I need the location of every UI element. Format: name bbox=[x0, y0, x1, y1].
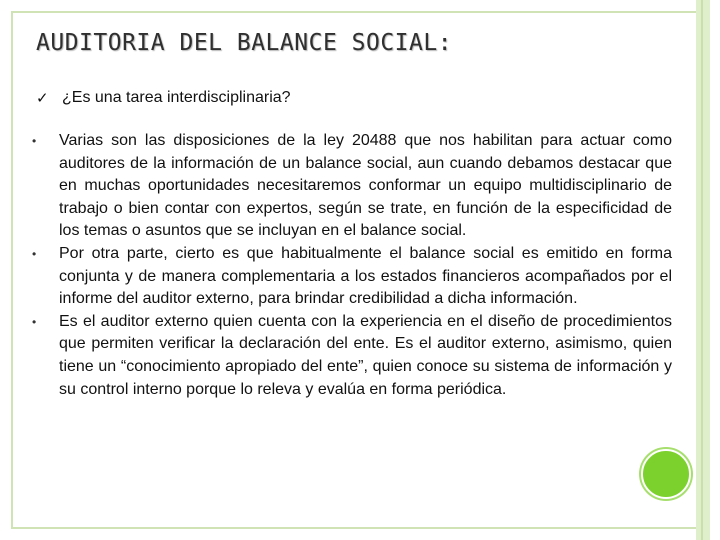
bullet-text: Por otra parte, cierto es que habitualmente el balance social es emitido en forma conjunta y de manera complementaria a los estados financieros acompañados por el informe del auditor externo, para brindar credibilidad a dicha información. bbox=[59, 244, 672, 308]
check-item-text: ¿Es una tarea interdisciplinaria? bbox=[62, 89, 291, 106]
bullet-dot-icon: • bbox=[32, 134, 37, 148]
check-item bbox=[36, 89, 291, 107]
bullet-item bbox=[32, 311, 672, 401]
bullet-dot-icon: • bbox=[32, 314, 37, 329]
bullet-text: Varias son las disposiciones de la ley 20488 que nos habilitan para actuar como auditores de la información de un balance social, aun cuando debamos destacar que en muchas oportunidades necesitaremos conformar un equipo multidisciplinario de trabajo o bien contar con expertos, según se trate, en función de la especificidad de los temas o asuntos que se incluyan en el balance social. bbox=[59, 132, 672, 240]
bullet-dot-icon: • bbox=[32, 246, 37, 261]
bullet-list bbox=[32, 130, 672, 401]
right-accent-line bbox=[701, 0, 703, 540]
decorative-green-circle bbox=[641, 449, 691, 499]
slide-title: AUDITORIA DEL BALANCE SOCIAL: bbox=[36, 30, 453, 56]
bullet-item bbox=[32, 130, 672, 243]
bullet-text: Es el auditor externo quien cuenta con la experiencia en el diseño de procedimientos que permiten verificar la declaración del ente. Es el auditor externo, asimismo, quien tiene un “conocimiento apropiado del ente”, quien conoce su sistema de información y su control interno porque lo releva y evalúa en forma periódica. bbox=[59, 312, 672, 398]
bullet-item bbox=[32, 243, 672, 311]
checkmark-icon: ✓ bbox=[36, 89, 49, 107]
right-accent-strip bbox=[696, 0, 710, 540]
